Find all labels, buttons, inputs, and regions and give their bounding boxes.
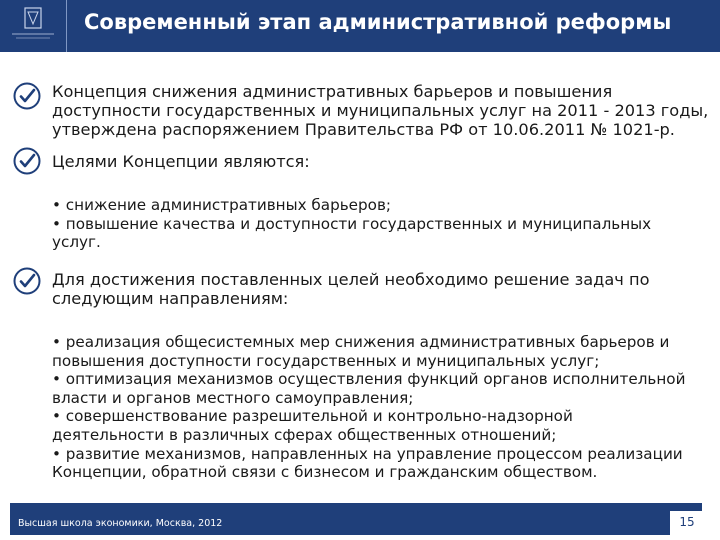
- item-3-line-2: следующим направлениям:: [52, 289, 289, 308]
- list-item: власти и органов местного самоуправления;: [52, 388, 414, 407]
- list-item: • снижение административных барьеров;: [52, 196, 392, 214]
- list-item: услуг.: [52, 233, 101, 252]
- page-number: 15: [670, 511, 704, 535]
- list-item: деятельности в различных сферах общественных отношений;: [52, 425, 557, 444]
- item-1-line-3: утверждена распоряжением Правительства РФ от 10.06.2011 № 1021-р.: [52, 120, 675, 139]
- checkmark-circle-icon: [13, 82, 41, 110]
- list-item: повышения доступности государственных и муниципальных услуг;: [52, 351, 600, 370]
- item-2-text: Целями Концепции являются:: [52, 152, 310, 171]
- item-1-line-2: доступности государственных и муниципальных услуг на 2011 - 2013 годы,: [52, 101, 709, 120]
- list-item: • реализация общесистемных мер снижения административных барьеров и: [52, 333, 670, 351]
- checkmark-circle-icon: [13, 147, 41, 175]
- list-item: • совершенствование разрешительной и контрольно-надзорной: [52, 407, 573, 426]
- list-item: • оптимизация механизмов осуществления функций органов исполнительной: [52, 370, 686, 389]
- list-item: • повышение качества и доступности государственных и муниципальных: [52, 214, 652, 233]
- university-logo: [0, 0, 67, 52]
- list-item: Концепции, обратной связи с бизнесом и гражданским обществом.: [52, 463, 598, 482]
- item-1-text: [52, 82, 708, 139]
- item-3-text: [52, 270, 650, 308]
- footer-text: Высшая школа экономики, Москва, 2012: [18, 518, 223, 529]
- item-2-sublist: [52, 196, 651, 252]
- item-3-sublist: [52, 333, 685, 482]
- item-1-line-1: Концепция снижения административных барьеров и повышения: [52, 82, 613, 101]
- page-title: Современный этап административной реформы: [84, 10, 672, 34]
- item-3-line-1: Для достижения поставленных целей необходимо решение задач по: [52, 270, 650, 289]
- checkmark-circle-icon: [13, 267, 41, 295]
- list-item: • развитие механизмов, направленных на управление процессом реализации: [52, 444, 683, 463]
